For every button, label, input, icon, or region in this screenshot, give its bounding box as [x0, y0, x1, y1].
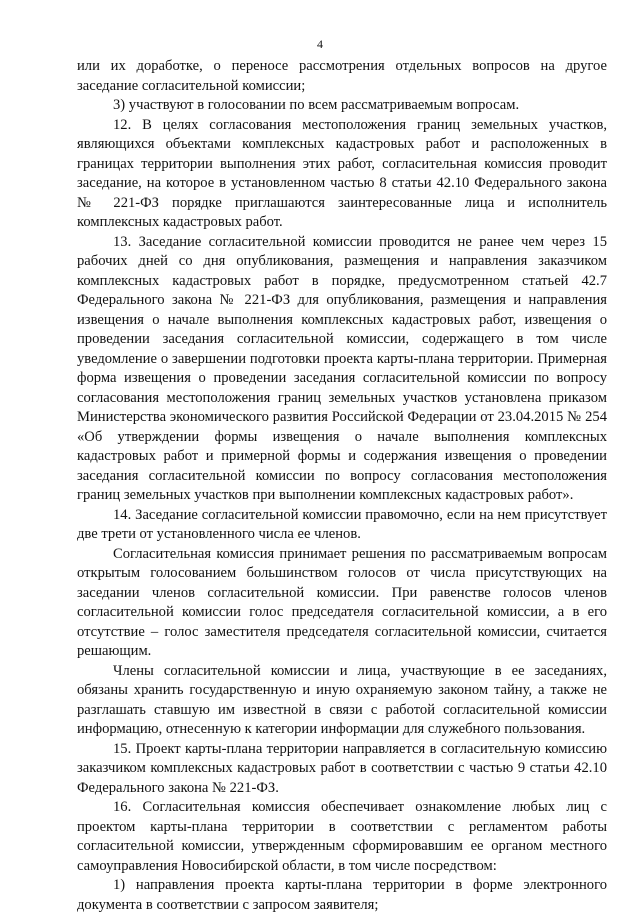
paragraph-decisions: Согласительная комиссия принимает решения по рассматриваемым вопросам открытым голосованием большинством голосов от числа присутствующих на заседании членов согласительной комиссии. При равенстве голосов членов согласительной комиссии голос председателя согласительной комиссии, а в его отсутствие – голос заместителя председателя согласительной комиссии, считается решающим.: [77, 545, 607, 659]
paragraph-clause-16: 16. Согласительная комиссия обеспечивает ознакомление любых лиц с проектом карты-плана территории в соответствии с регламентом работы согласительной комиссии, утвержденным сформировавшим ее органом местного самоуправления Новосибирской области, в том числе посредством:: [77, 799, 607, 874]
paragraph-clause-14: 14. Заседание согласительной комиссии правомочно, если на нем присутствует две трети от установленного числа ее членов.: [77, 506, 607, 542]
paragraph-clause-13: 13. Заседание согласительной комиссии проводится не ранее чем через 15 рабочих дней со дня опубликования, размещения и направления заказчиком комплексных кадастровых работ в порядке, предусмотренном статьей 42.7 Федерального закона № 221-ФЗ для опубликования, размещения и направления извещения о начале выполнения комплексных кадастровых работ, извещения о проведении заседания согласительной комиссии, содержащего в том числе уведомление о завершении подготовки проекта карты-плана территории. Примерная форма извещения о проведении заседания согласительной комиссии по вопросу согласования местоположения границ земельных участков установлена приказом Министерства экономического развития Российской Федерации от 23.04.2015 № 254 «Об утверждении формы извещения о начале выполнения комплексных кадастровых работ и примерной формы и содержания извещения о проведении заседания согласительной комиссии по вопросу согласования местоположения границ земельных участков при выполнении комплексных кадастровых работ».: [77, 233, 607, 503]
paragraph-clause-16-item-1: 1) направления проекта карты-плана территории в форме электронного документа в соответствии с запросом заявителя;: [77, 877, 607, 913]
paragraph-clause-15: 15. Проект карты-плана территории направляется в согласительную комиссию заказчиком комплексных кадастровых работ в соответствии с частью 9 статьи 42.10 Федерального закона № 221-ФЗ.: [77, 740, 607, 796]
paragraph-item-3: 3) участвуют в голосовании по всем рассматриваемым вопросам.: [113, 97, 520, 113]
paragraph-clause-12: 12. В целях согласования местоположения границ земельных участков, являющихся объектами комплексных кадастровых работ и расположенных в границах территории выполнения этих работ, согласительная комиссия проводит заседание, на которое в установленном частью 8 статьи 42.10 Федерального закона № 221-ФЗ порядке приглашаются заинтересованные лица и исполнитель комплексных кадастровых работ.: [77, 116, 607, 230]
paragraph-confidentiality: Члены согласительной комиссии и лица, участвующие в ее заседаниях, обязаны хранить государственную и иную охраняемую законом тайну, а также не разглашать ставшую им известной в связи с работой согласительной комиссии информацию, отнесенную к категории информации для служебного пользования.: [77, 662, 607, 737]
paragraph-continuation: или их доработке, о переносе рассмотрения отдельных вопросов на другое заседание согласительной комиссии;: [77, 58, 607, 94]
document-body: [77, 57, 607, 915]
page-number: 4: [317, 37, 323, 51]
